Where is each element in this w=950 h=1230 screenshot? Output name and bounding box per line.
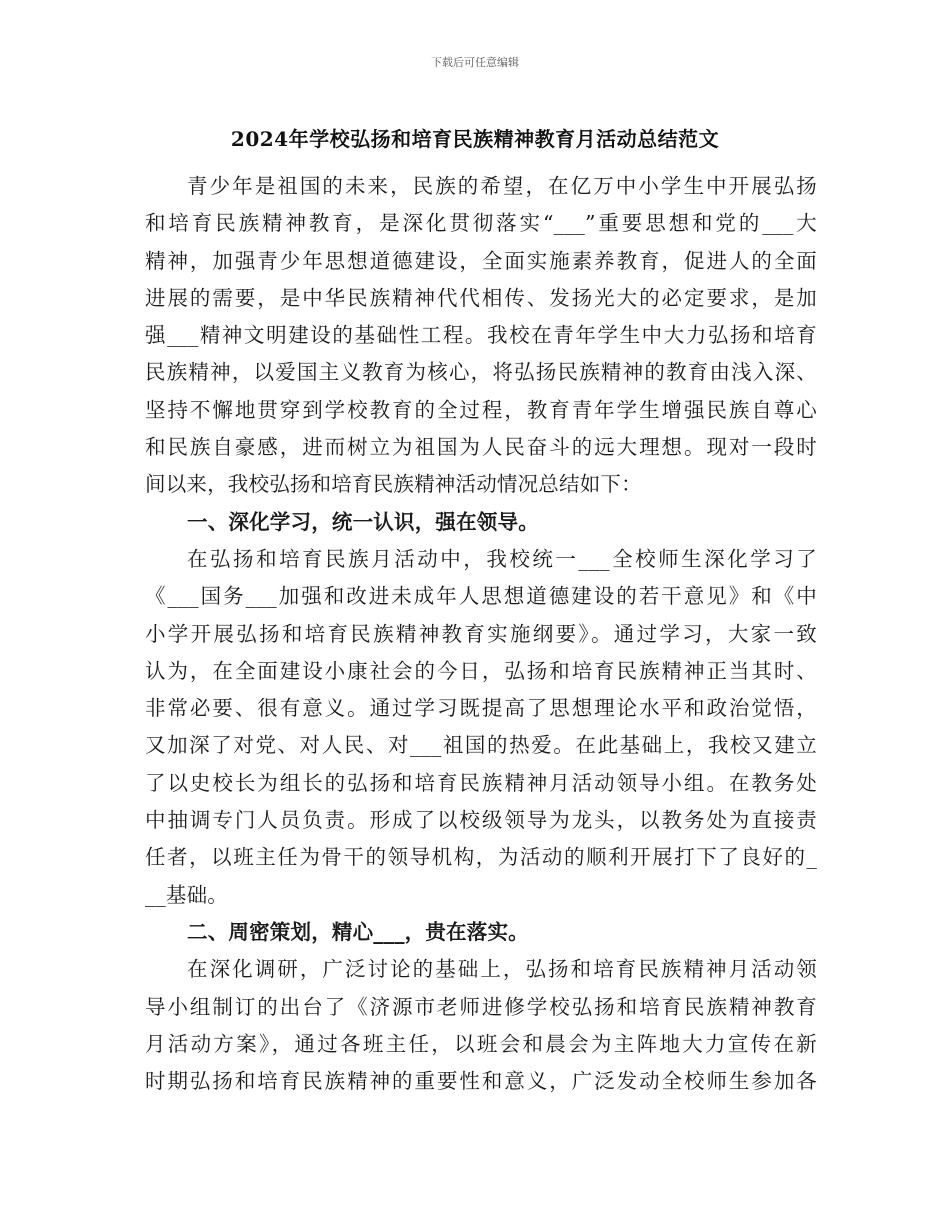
body-text-line: 在深化调研，广泛讨论的基础上，弘扬和培育民族精神月活动领 (187, 957, 817, 982)
document-title: 2024年学校弘扬和培育民族精神教育月活动总结范文 (230, 127, 720, 151)
body-text-line: 进展的需要，是中华民族精神代代相传、发扬光大的必定要求，是加 (145, 285, 817, 310)
body-text-line: 在弘扬和培育民族月活动中，我校统一___全校师生深化学习了 (187, 546, 817, 571)
body-text-line: 中抽调专门人员负责。形成了以校级领导为龙头，以教务处为直接责 (145, 808, 817, 833)
body-text-line: 小学开展弘扬和培育民族精神教育实施纲要》。通过学习，大家一致 (145, 621, 817, 646)
document-body (145, 168, 817, 1100)
body-text-line: 任者，以班主任为骨干的领导机构，为活动的顺利开展打下了良好的_ (145, 845, 817, 870)
body-text-line: 导小组制订的出台了《济源市老师进修学校弘扬和培育民族精神教育 (145, 994, 817, 1019)
header-note: 下载后可任意编辑 (431, 56, 519, 69)
body-text-line: 月活动方案》，通过各班主任，以班会和晨会为主阵地大力宣传在新 (145, 1031, 817, 1056)
body-text-line: 了以史校长为组长的弘扬和培育民族精神月活动领导小组。在教务处 (145, 770, 817, 795)
body-text-line: 和民族自豪感，进而树立为祖国为人民奋斗的远大理想。现对一段时 (145, 435, 817, 460)
body-text-line: 民族精神，以爱国主义教育为核心，将弘扬民族精神的教育由浅入深、 (145, 360, 817, 385)
body-text-line: __基础。 (145, 882, 228, 907)
body-text-line: 间以来，我校弘扬和培育民族精神活动情况总结如下： (145, 472, 642, 497)
body-text-line: 和培育民族精神教育，是深化贯彻落实“___”重要思想和党的___大 (145, 211, 817, 236)
body-text-line: 精神，加强青少年思想道德建设，全面实施素养教育，促进人的全面 (145, 248, 817, 273)
body-text-line: 非常必要、很有意义。通过学习既提高了思想理论水平和政治觉悟， (145, 696, 817, 721)
body-text-line: 青少年是祖国的未来，民族的希望，在亿万中小学生中开展弘扬 (187, 174, 817, 198)
body-text-line: 强___精神文明建设的基础性工程。我校在青年学生中大力弘扬和培育 (145, 323, 817, 348)
body-text-line: 坚持不懈地贯穿到学校教育的全过程，教育青年学生增强民族自尊心 (145, 397, 817, 422)
body-text-line: 《___国务___加强和改进未成年人思想道德建设的若干意见》和《中 (145, 584, 817, 609)
section-heading-line: 二、周密策划，精心___，贵在落实。 (187, 919, 529, 944)
body-text-line: 认为，在全面建设小康社会的今日，弘扬和培育民族精神正当其时、 (145, 658, 817, 683)
body-text-line: 时期弘扬和培育民族精神的重要性和意义，广泛发动全校师生参加各 (145, 1069, 817, 1094)
section-heading-line: 一、深化学习，统一认识，强在领导。 (187, 509, 539, 534)
body-text-line: 又加深了对党、对人民、对___祖国的热爱。在此基础上，我校又建立 (145, 733, 817, 758)
